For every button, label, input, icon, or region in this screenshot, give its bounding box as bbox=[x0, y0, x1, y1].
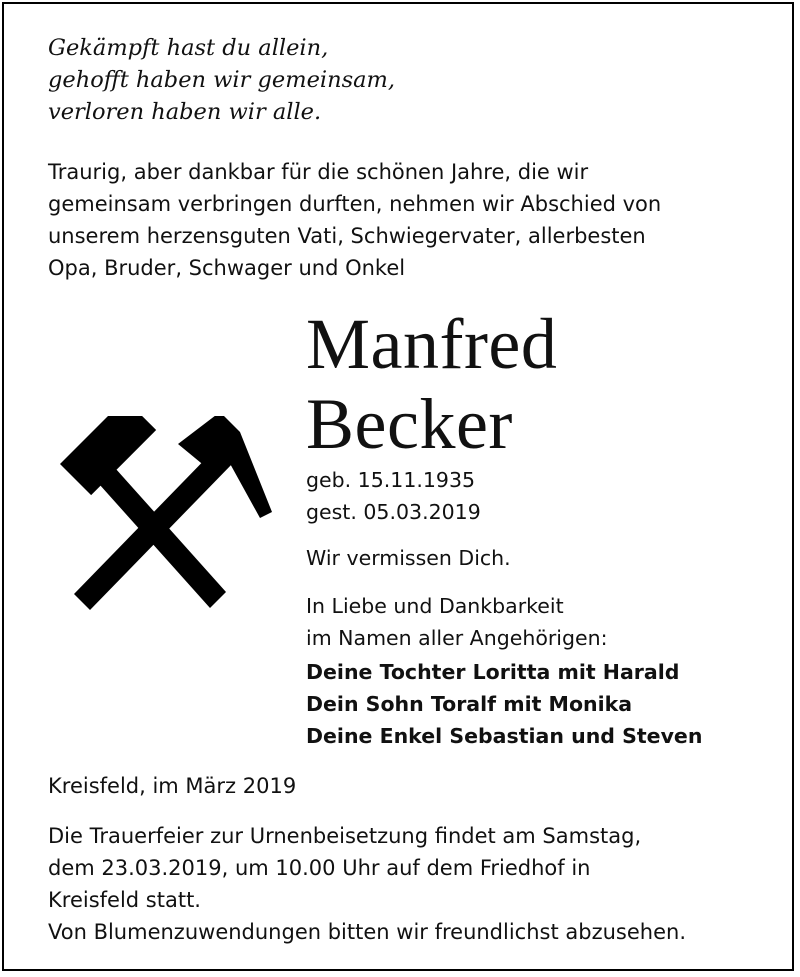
intro-line: gemeinsam verbringen durften, nehmen wir Abschied von bbox=[48, 192, 662, 216]
poem-line: Gekämpft hast du allein, bbox=[48, 35, 329, 61]
intro-line: Opa, Bruder, Schwager und Onkel bbox=[48, 256, 406, 280]
love-line: im Namen aller Angehörigen: bbox=[306, 626, 608, 650]
service-line: dem 23.03.2019, um 10.00 Uhr auf dem Friedhof in bbox=[48, 856, 591, 880]
poem-line: verloren haben wir alle. bbox=[48, 99, 322, 125]
intro-text bbox=[48, 156, 768, 284]
first-name: Manfred bbox=[306, 304, 558, 384]
hammer-and-pick-icon bbox=[54, 416, 276, 626]
family-list bbox=[306, 656, 702, 752]
miss-text: Wir vermissen Dich. bbox=[306, 546, 511, 570]
last-name: Becker bbox=[306, 384, 513, 464]
service-line: Von Blumenzuwendungen bitten wir freundlichst abzusehen. bbox=[48, 920, 686, 944]
intro-line: unserem herzensguten Vati, Schwiegervater, allerbesten bbox=[48, 224, 646, 248]
life-dates bbox=[306, 464, 481, 528]
deceased-name bbox=[306, 304, 557, 464]
birth-date: geb. 15.11.1935 bbox=[306, 468, 476, 492]
service-line: Kreisfeld statt. bbox=[48, 888, 201, 912]
family-member: Dein Sohn Toralf mit Monika bbox=[306, 692, 633, 716]
death-date: gest. 05.03.2019 bbox=[306, 500, 481, 524]
obituary-notice bbox=[2, 2, 794, 971]
poem-line: gehofft haben wir gemeinsam, bbox=[48, 67, 396, 93]
love-text bbox=[306, 590, 608, 654]
family-member: Deine Enkel Sebastian und Steven bbox=[306, 724, 703, 748]
family-member: Deine Tochter Loritta mit Harald bbox=[306, 660, 680, 684]
service-line: Die Trauerfeier zur Urnenbeisetzung findet am Samstag, bbox=[48, 824, 642, 848]
service-info bbox=[48, 820, 778, 948]
place-date: Kreisfeld, im März 2019 bbox=[48, 774, 297, 798]
poem bbox=[48, 32, 748, 128]
intro-line: Traurig, aber dankbar für die schönen Jahre, die wir bbox=[48, 160, 589, 184]
love-line: In Liebe und Dankbarkeit bbox=[306, 594, 564, 618]
